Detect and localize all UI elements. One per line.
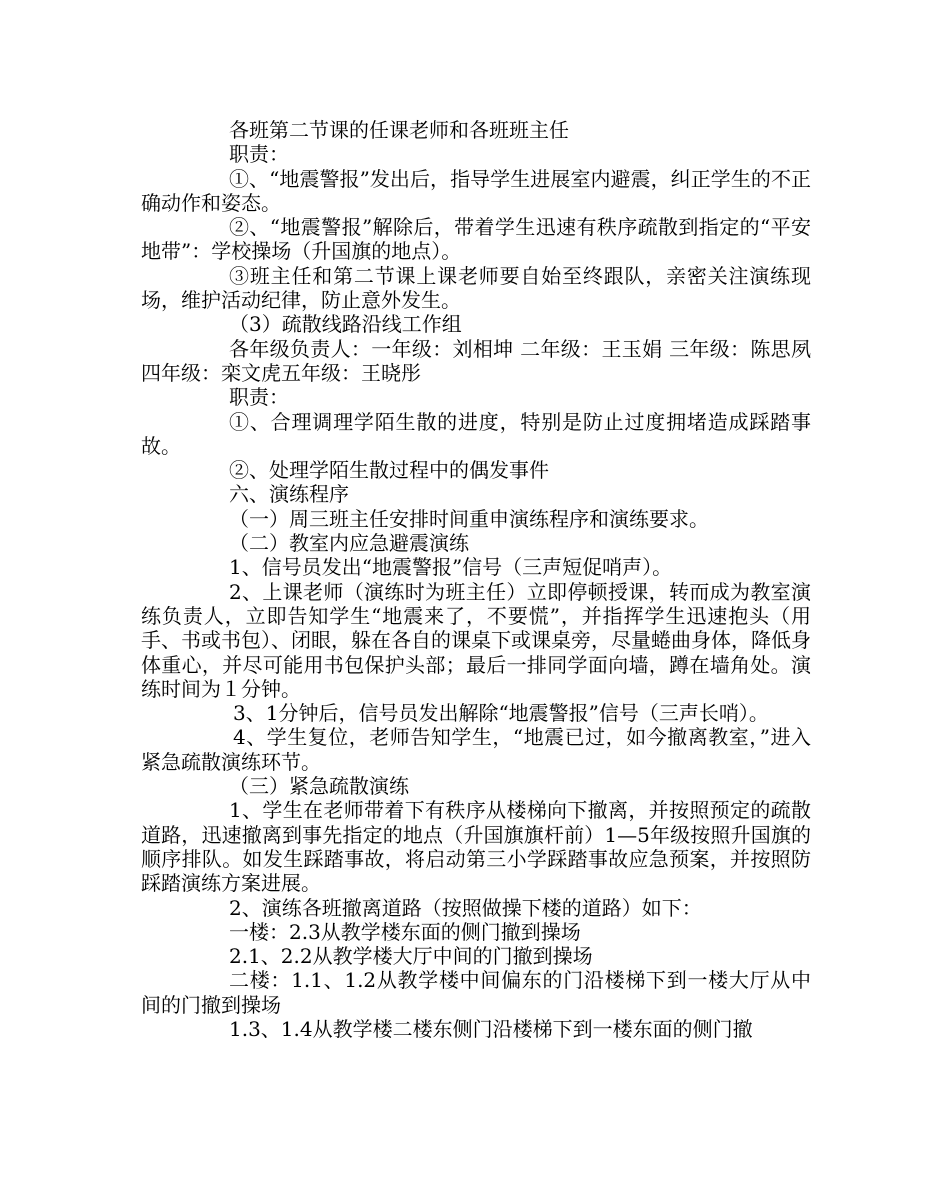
paragraph-route-duty-2: ②、处理学陌生散过程中的偶发事件: [229, 458, 549, 483]
paragraph-grade-leaders: 各年级负责人：一年级：刘相坤 二年级：王玉娟 三年级：陈思夙 四年级：栾文虎五年级：王晓彤: [141, 336, 811, 385]
paragraph-floor-2-route-a: 二楼：1.1、1.2从教学楼中间偏东的门沿楼梯下到一楼大厅从中间的门撤到操场: [141, 968, 811, 1017]
paragraph-duty-1: ①、“地震警报”发出后，指导学生进展室内避震，纠正学生的不正确动作和姿态。: [141, 166, 811, 215]
paragraph-procedure-2-heading: （二）教室内应急避震演练: [229, 531, 469, 556]
paragraph-procedure-1: （一）周三班主任安排时间重申演练程序和演练要求。: [229, 506, 709, 531]
document-body: [141, 118, 811, 1041]
section-heading-drill-procedure: 六、演练程序: [229, 482, 349, 507]
paragraph-signal-step-1: 1、信号员发出“地震警报”信号（三声短促哨声）。: [229, 555, 673, 580]
paragraph-route-duty-1: ①、合理调理学陌生散的进度，特别是防止过度拥堵造成踩踏事故。: [141, 409, 811, 458]
paragraph-signal-step-4: 4、学生复位，老师告知学生，“地震已过，如今撤离教室，”进入紧急疏散演练环节。: [141, 725, 811, 774]
paragraph-duty-3: ③班主任和第二节课上课老师要自始至终跟队，亲密关注演练现场，维护活动纪律，防止意外发生。: [141, 263, 811, 313]
paragraph-evacuation-step-2: 2、演练各班撤离道路（按照做操下楼的道路）如下：: [229, 895, 702, 920]
paragraph-signal-step-2: 2、上课老师（演练时为班主任）立即停顿授课，转而成为教室演练负责人，立即告知学生“地震来了，不要慌”，并指挥学生迅速抱头（用手、书或书包）、闭眼，躲在各自的课桌下或课桌旁，尽量蜷曲身体，降低身体重心，并尽可能用书包保护头部；最后一排同学面向墙，蹲在墙角处。演练时间为１分钟。: [141, 579, 811, 701]
paragraph-floor-1-route-b: 2.1、2.2从教学楼大厅中间的门撤到操场: [229, 944, 593, 969]
paragraph-duties-label-1: 职责：: [229, 142, 289, 167]
paragraph-teachers-heading: 各班第二节课的任课老师和各班班主任: [229, 118, 569, 142]
paragraph-evacuation-step-1: 1、学生在老师带着下有秩序从楼梯向下撤离，并按照预定的疏散道路，迅速撤离到事先指定的地点（升国旗旗杆前）1—5年级按照升国旗的顺序排队。如发生踩踏事故，将启动第三小学踩踏事故应急预案，并按照防踩踏演练方案进展。: [141, 798, 811, 896]
paragraph-signal-step-3: 3、1分钟后，信号员发出解除“地震警报”信号（三声长哨）。: [233, 701, 769, 726]
paragraph-duty-2: ②、“地震警报”解除后，带着学生迅速有秩序疏散到指定的“平安地带”：学校操场（升国旗的地点）。: [141, 215, 811, 264]
paragraph-route-group-heading: （3）疏散线路沿线工作组: [229, 312, 462, 337]
paragraph-duties-label-2: 职责：: [229, 385, 289, 410]
paragraph-procedure-3-heading: （三）紧急疏散演练: [229, 774, 409, 799]
paragraph-floor-2-route-b: 1.3、1.4从教学楼二楼东侧门沿楼梯下到一楼东面的侧门撤: [229, 1016, 753, 1041]
paragraph-floor-1-route-a: 一楼：2.3从教学楼东面的侧门撤到操场: [229, 919, 581, 944]
